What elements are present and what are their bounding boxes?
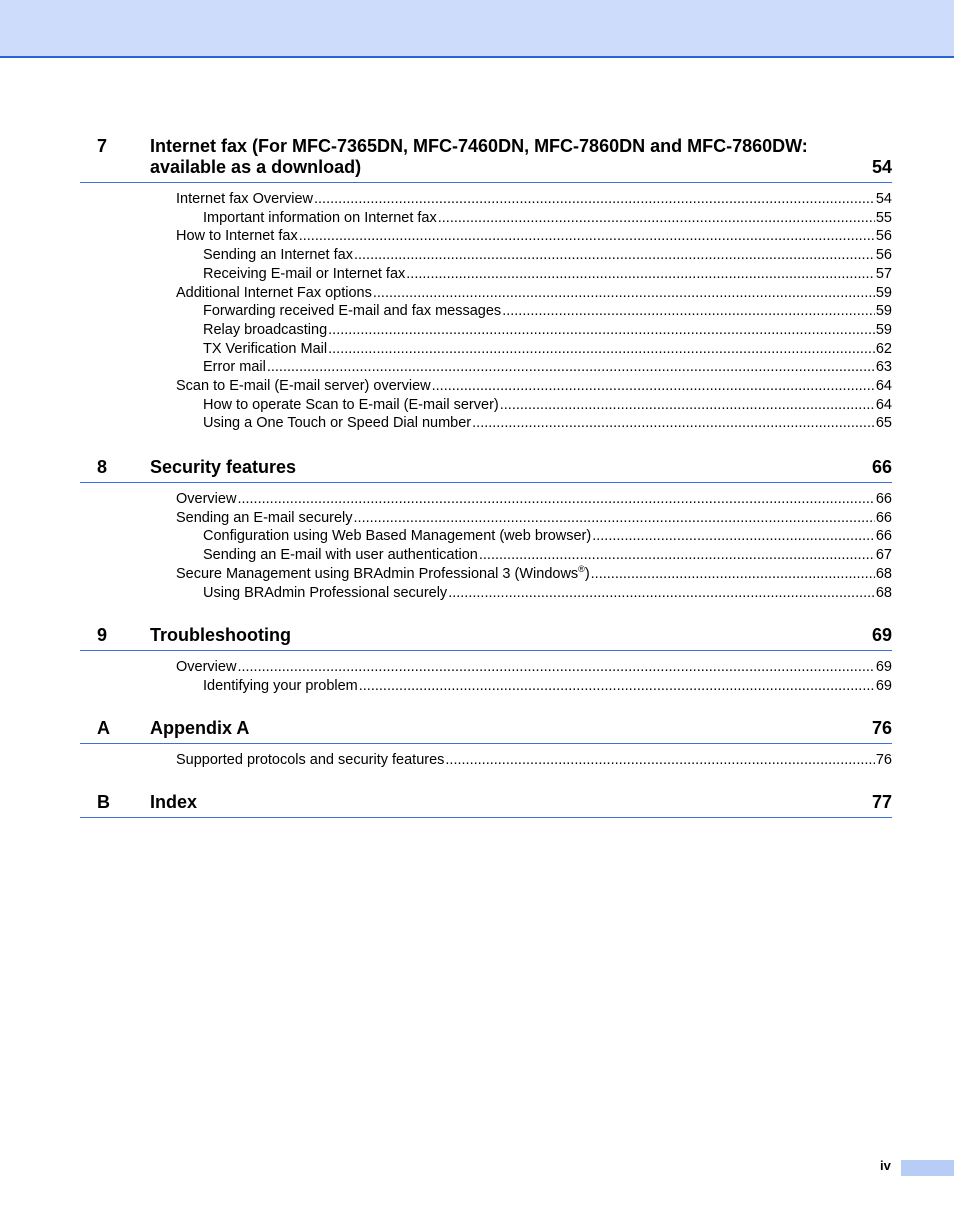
dot-leader [354, 246, 875, 265]
toc-entry-title: Overview [176, 659, 237, 675]
toc-entry-title: Using BRAdmin Professional securely [203, 584, 448, 601]
chapter-heading[interactable] [80, 136, 892, 183]
chapter-number: 8 [97, 457, 108, 477]
dot-leader [328, 340, 875, 359]
dot-leader [373, 284, 875, 303]
toc-entry-page: 54 [875, 191, 892, 207]
toc-entry[interactable] [80, 209, 892, 228]
toc-entry[interactable] [80, 190, 892, 209]
toc-entry[interactable] [80, 584, 892, 603]
toc-entry-page: 59 [875, 303, 892, 320]
chapter-title: Internet fax (For MFC-7365DN, MFC-7460DN, MFC-7860DN and MFC-7860DW: available as a download) [150, 136, 808, 177]
toc-entry-title: Overview [176, 491, 237, 507]
toc-chapter [80, 136, 892, 433]
dot-leader [354, 509, 875, 528]
chapter-title: Appendix A [150, 718, 250, 738]
dot-leader [359, 677, 875, 696]
toc-entry[interactable] [80, 246, 892, 265]
toc-chapter [80, 718, 892, 770]
toc-entry-title: Supported protocols and security features [176, 752, 445, 768]
chapter-number: 9 [97, 625, 108, 645]
footer-page-number: iv [880, 1158, 891, 1173]
dot-leader [267, 358, 875, 377]
dot-leader [592, 527, 875, 546]
chapter-title: Index [150, 792, 198, 812]
toc-entry-page: 56 [875, 247, 892, 264]
toc-entry-title: Additional Internet Fax options [176, 284, 372, 301]
chapter-entries [80, 490, 892, 602]
toc-entry[interactable] [80, 658, 892, 677]
toc-entry-page: 68 [875, 584, 892, 601]
toc-entry[interactable] [80, 227, 892, 246]
toc-entry-title: Configuration using Web Based Management (web browser) [203, 528, 592, 545]
toc-chapter [80, 625, 892, 695]
toc-entry[interactable] [80, 751, 892, 770]
toc-entry-page: 69 [875, 677, 892, 694]
toc-entry[interactable] [80, 396, 892, 415]
dot-leader [445, 751, 874, 770]
chapter-number: B [97, 792, 110, 812]
chapter-entries [80, 658, 892, 695]
dot-leader [237, 658, 874, 677]
toc-entry-page: 64 [875, 396, 892, 413]
toc-entry-page: 55 [875, 209, 892, 226]
dot-leader [472, 414, 875, 433]
chapter-heading[interactable] [80, 792, 892, 818]
chapter-title: Security features [150, 457, 297, 477]
toc-entry-page: 66 [875, 509, 892, 526]
toc-entry-title: Receiving E-mail or Internet fax [203, 265, 406, 282]
toc-entry[interactable] [80, 340, 892, 359]
toc-entry-title: How to operate Scan to E-mail (E-mail server) [203, 396, 499, 413]
toc-entry-page: 68 [875, 565, 892, 582]
page-header-band [0, 0, 954, 58]
dot-leader [432, 377, 875, 396]
chapter-entries [80, 190, 892, 433]
chapter-heading[interactable] [80, 625, 892, 651]
toc-entry-page: 63 [875, 359, 892, 376]
registered-mark: ® [578, 563, 585, 574]
toc-entry-title: Relay broadcasting [203, 321, 328, 338]
toc-entry[interactable] [80, 565, 892, 584]
toc-entry-page: 59 [875, 321, 892, 338]
toc-entry-title: Internet fax Overview [176, 191, 313, 207]
toc-entry-page: 69 [875, 659, 892, 675]
toc-entry[interactable] [80, 677, 892, 696]
toc-entry[interactable] [80, 527, 892, 546]
toc-entry-page: 59 [875, 284, 892, 301]
toc-entry-title: Using a One Touch or Speed Dial number [203, 415, 472, 432]
toc-entry-page: 66 [875, 491, 892, 507]
dot-leader [479, 546, 875, 565]
toc-entry-page: 65 [875, 415, 892, 432]
dot-leader [299, 227, 875, 246]
toc-entry[interactable] [80, 358, 892, 377]
footer-page-tab [901, 1160, 954, 1176]
chapter-page-number: 54 [871, 157, 892, 177]
toc-entry-suffix: ) [584, 565, 590, 582]
toc-entry-title: Identifying your problem [203, 677, 358, 694]
chapter-entries [80, 751, 892, 770]
toc-entry-title: Sending an E-mail with user authentication [203, 547, 478, 564]
toc-entry-text: Secure Management using BRAdmin Professional 3 (Windows [176, 565, 579, 582]
toc-entry[interactable] [80, 490, 892, 509]
chapter-number: 7 [97, 136, 108, 156]
dot-leader [591, 565, 875, 584]
dot-leader [328, 321, 875, 340]
toc-chapter [80, 457, 892, 602]
chapter-page-number: 76 [871, 718, 892, 738]
toc-entry[interactable] [80, 265, 892, 284]
toc-entry[interactable] [80, 321, 892, 340]
toc-entry[interactable] [80, 377, 892, 396]
dot-leader [448, 584, 875, 603]
toc-entry-page: 56 [875, 228, 892, 245]
dot-leader [500, 396, 875, 415]
toc-entry[interactable] [80, 302, 892, 321]
dot-leader [237, 490, 874, 509]
toc-entry-page: 64 [875, 378, 892, 395]
toc-entry-title: Error mail [203, 359, 266, 376]
dot-leader [438, 209, 875, 228]
dot-leader [406, 265, 875, 284]
toc-entry-page: 57 [875, 265, 892, 282]
toc-entry-title [176, 565, 590, 584]
toc-entry-title: Sending an E-mail securely [176, 509, 353, 526]
toc-entry[interactable] [80, 284, 892, 303]
toc-chapter [80, 792, 892, 818]
toc-entry[interactable] [80, 414, 892, 433]
toc-entry-title: TX Verification Mail [203, 340, 328, 357]
toc-entry-title: Sending an Internet fax [203, 247, 353, 264]
chapter-number: A [97, 718, 110, 738]
toc-entry-title: Important information on Internet fax [203, 209, 437, 226]
chapter-heading[interactable] [80, 718, 892, 744]
chapter-page-number: 66 [871, 457, 892, 477]
toc-entry-page: 67 [875, 547, 892, 564]
toc-entry-page: 76 [875, 752, 892, 768]
toc-entry-title: How to Internet fax [176, 228, 298, 245]
toc-entry[interactable] [80, 509, 892, 528]
toc-entry-title: Scan to E-mail (E-mail server) overview [176, 378, 431, 395]
toc-entry-title: Forwarding received E-mail and fax messages [203, 303, 502, 320]
dot-leader [502, 302, 875, 321]
toc-entry-page: 62 [875, 340, 892, 357]
chapter-page-number: 69 [871, 625, 892, 645]
toc-entry[interactable] [80, 546, 892, 565]
chapter-heading[interactable] [80, 457, 892, 483]
chapter-title: Troubleshooting [150, 625, 291, 645]
dot-leader [314, 190, 875, 209]
chapter-page-number: 77 [871, 792, 892, 812]
toc-entry-page: 66 [875, 528, 892, 545]
